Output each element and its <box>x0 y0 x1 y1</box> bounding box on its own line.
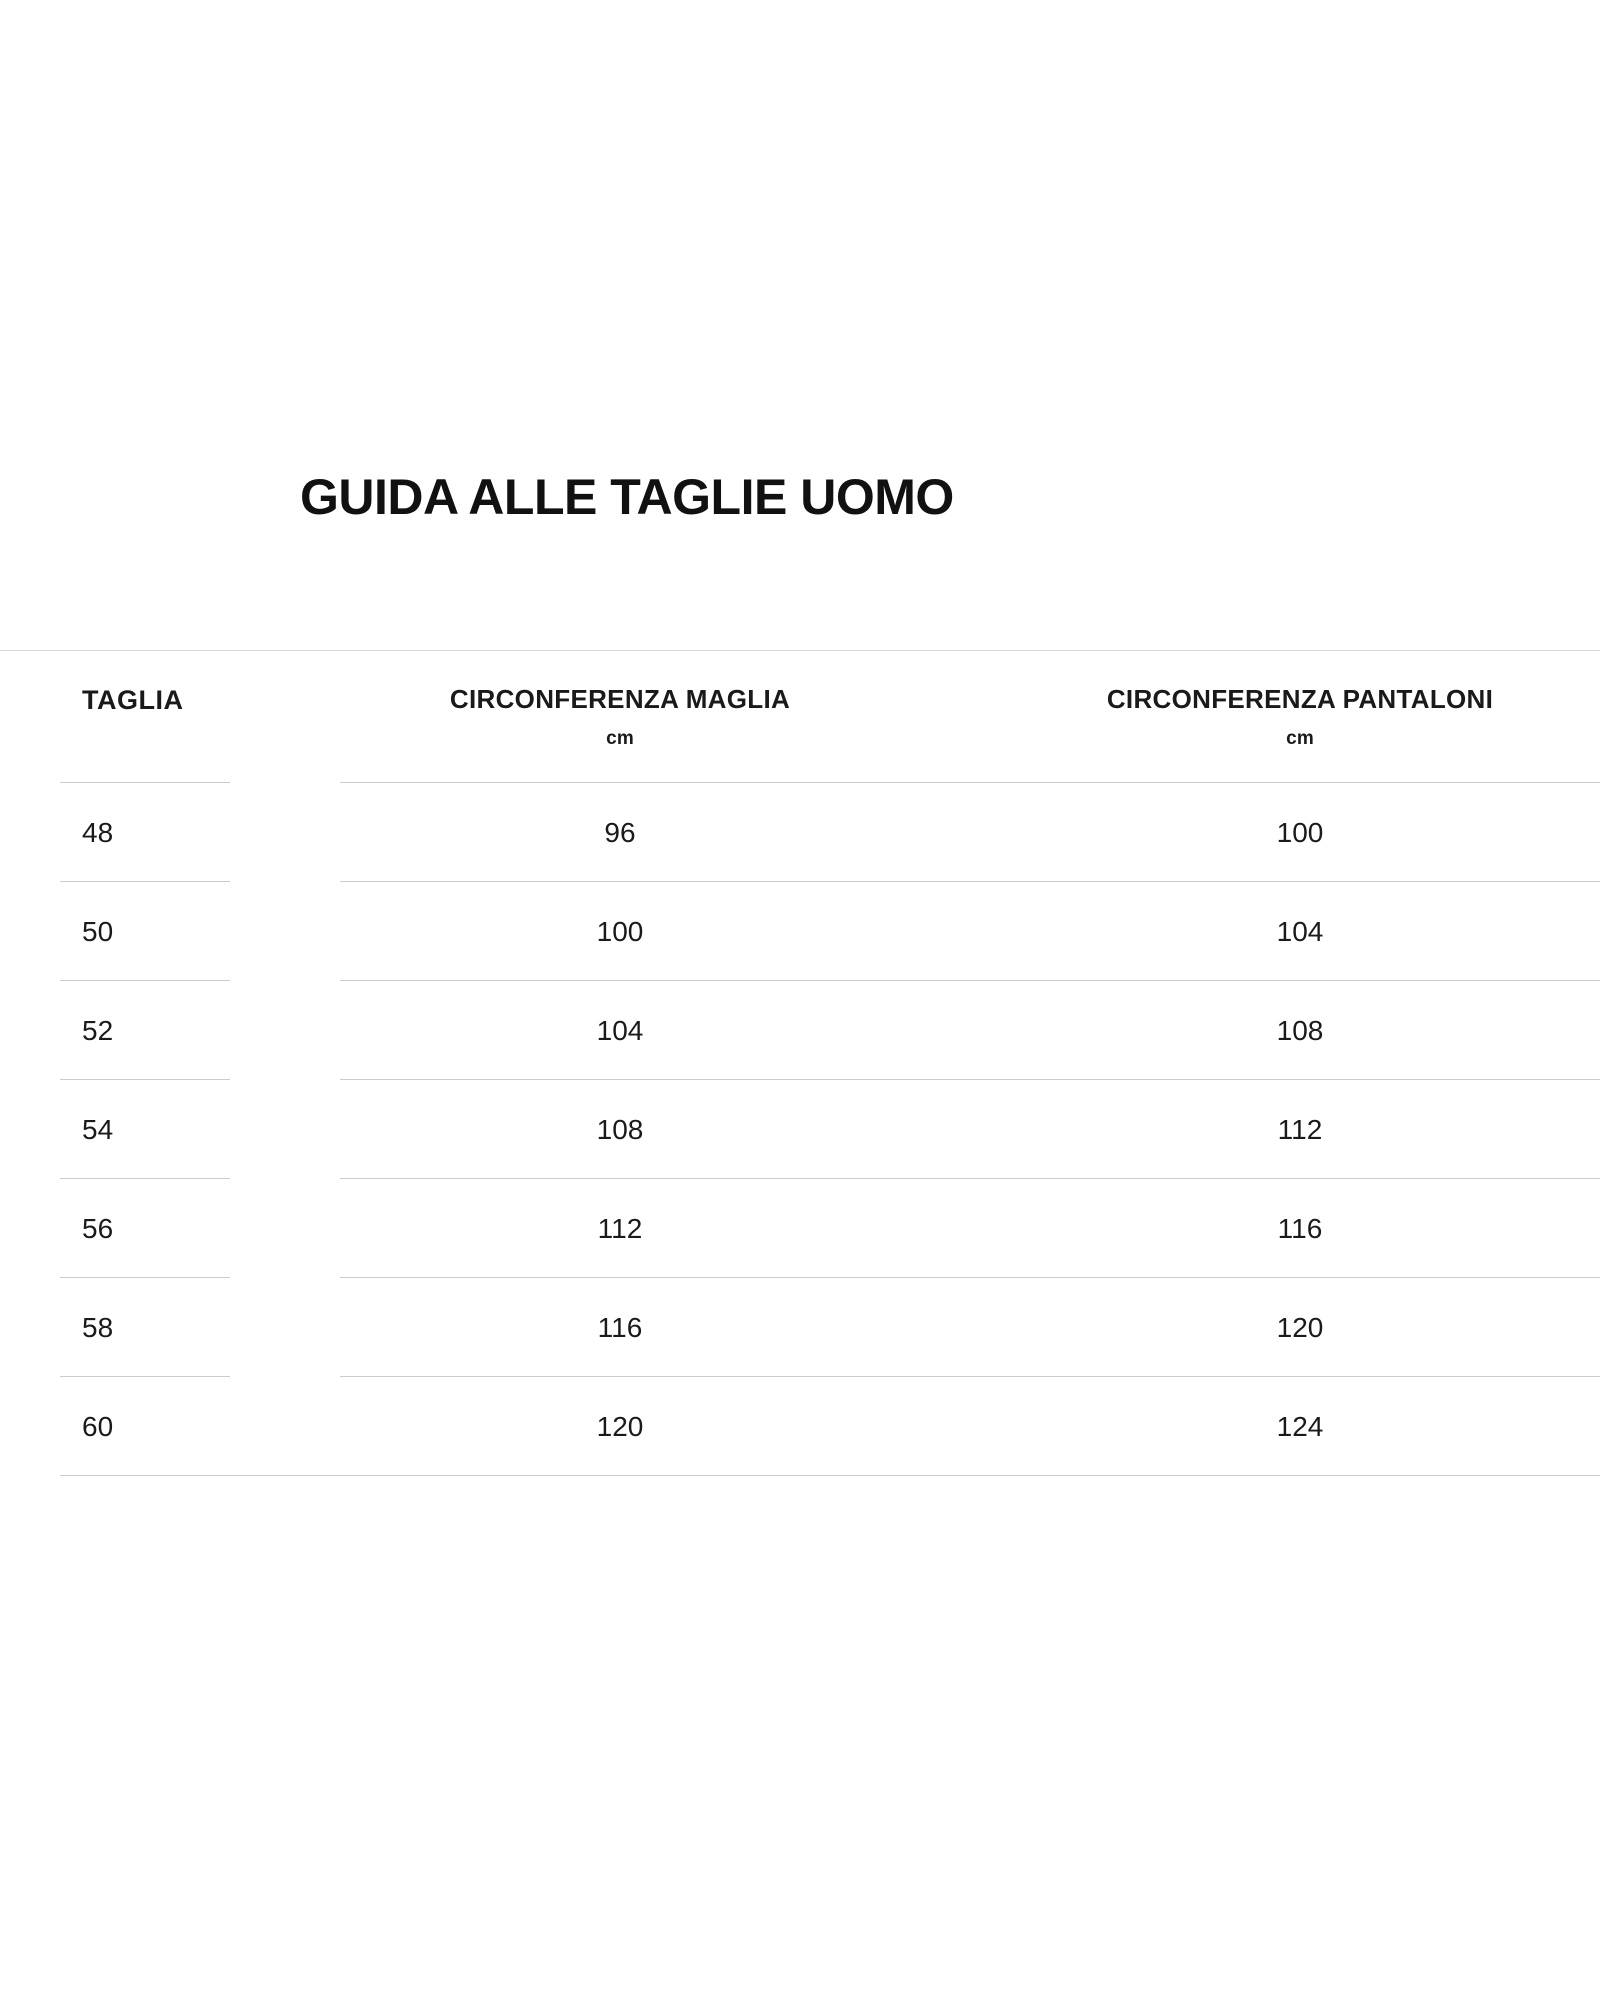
cell-trousers-circumference: 108 <box>1276 1015 1324 1046</box>
cell-trousers-circumference: 116 <box>1277 1213 1323 1244</box>
column-header-size: TAGLIA <box>82 685 184 715</box>
cell-size: 50 <box>82 916 114 947</box>
table-row <box>60 1178 1600 1277</box>
column-header-trousers <box>1020 684 1580 750</box>
row-divider-right <box>340 980 1600 981</box>
table-body <box>60 782 1600 1475</box>
row-divider-left <box>60 881 230 882</box>
cell-size: 60 <box>82 1411 114 1442</box>
cell-shirt-circumference: 104 <box>596 1015 644 1046</box>
row-divider-left <box>60 1079 230 1080</box>
cell-size: 54 <box>82 1114 114 1145</box>
cell-shirt-circumference: 108 <box>596 1114 644 1145</box>
row-divider-right <box>340 1178 1600 1179</box>
row-divider-right <box>340 782 1600 783</box>
header-divider <box>0 650 1600 651</box>
page-title: GUIDA ALLE TAGLIE UOMO <box>300 469 954 525</box>
cell-trousers-circumference: 100 <box>1276 817 1324 848</box>
table-header-row <box>60 660 1600 782</box>
table-row <box>60 881 1600 980</box>
table-bottom-divider <box>60 1475 1600 1476</box>
cell-shirt-circumference: 116 <box>597 1312 643 1343</box>
column-header-trousers-unit: cm <box>1286 728 1314 749</box>
row-divider-left <box>60 1277 230 1278</box>
column-header-shirt-unit: cm <box>606 728 634 749</box>
row-divider-right <box>340 1277 1600 1278</box>
row-divider-left <box>60 1376 230 1377</box>
row-divider-left <box>60 782 230 783</box>
row-divider-left <box>60 980 230 981</box>
row-divider-right <box>340 1376 1600 1377</box>
cell-shirt-circumference: 112 <box>597 1213 643 1244</box>
table-row <box>60 1277 1600 1376</box>
table-row <box>60 980 1600 1079</box>
row-divider-right <box>340 1079 1600 1080</box>
cell-size: 58 <box>82 1312 114 1343</box>
cell-shirt-circumference: 100 <box>596 916 644 947</box>
cell-size: 52 <box>82 1015 114 1046</box>
table-row <box>60 1079 1600 1178</box>
cell-shirt-circumference: 120 <box>596 1411 644 1442</box>
column-header-shirt-label: CIRCONFERENZA MAGLIA <box>449 684 791 714</box>
cell-trousers-circumference: 120 <box>1276 1312 1324 1343</box>
row-divider-right <box>340 881 1600 882</box>
cell-trousers-circumference: 104 <box>1276 916 1324 947</box>
cell-trousers-circumference: 112 <box>1277 1114 1323 1145</box>
cell-size: 48 <box>82 817 114 848</box>
column-header-trousers-label: CIRCONFERENZA PANTALONI <box>1106 684 1494 714</box>
cell-trousers-circumference: 124 <box>1276 1411 1324 1442</box>
size-table <box>60 660 1600 1475</box>
column-header-shirt <box>340 684 900 750</box>
cell-shirt-circumference: 96 <box>604 817 636 848</box>
row-divider-left <box>60 1178 230 1179</box>
cell-size: 56 <box>82 1213 114 1244</box>
table-row <box>60 1376 1600 1475</box>
table-row <box>60 782 1600 881</box>
